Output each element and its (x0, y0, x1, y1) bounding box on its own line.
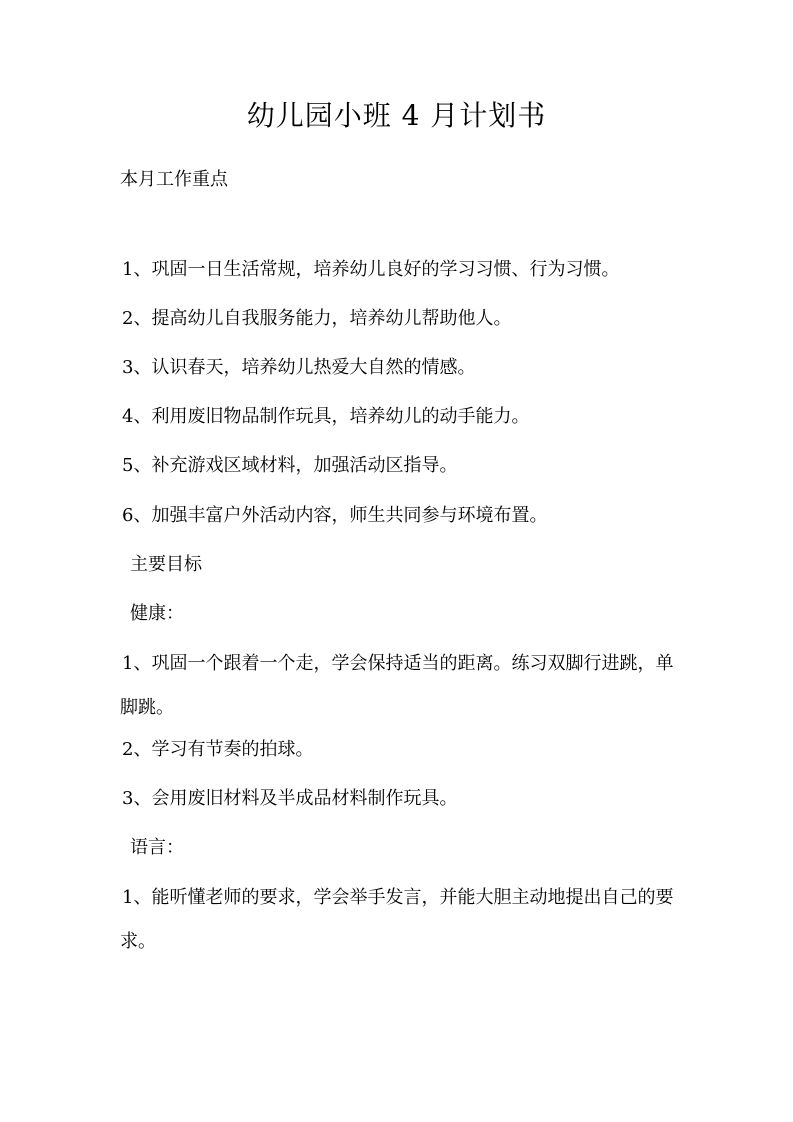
focus-item-3: 3、认识春天，培养幼儿热爱大自然的情感。 (122, 357, 476, 378)
subheading-language: 语言： (130, 837, 184, 858)
subheading-health: 健康： (130, 603, 184, 624)
section-heading-focus: 本月工作重点 (120, 169, 228, 190)
document-title: 幼儿园小班 4 月计划书 (246, 99, 547, 132)
health-item-1: 1、巩固一个跟着一个走，学会保持适当的距离。练习双脚行进跳，单脚跳。 (120, 653, 674, 718)
focus-item-6: 6、加强丰富户外活动内容，师生共同参与环境布置。 (122, 505, 548, 526)
focus-item-2: 2、提高幼儿自我服务能力，培养幼儿帮助他人。 (122, 308, 512, 329)
focus-item-1: 1、巩固一日生活常规，培养幼儿良好的学习习惯、行为习惯。 (122, 259, 620, 280)
health-item-3: 3、会用废旧材料及半成品材料制作玩具。 (122, 788, 458, 809)
focus-item-5: 5、补充游戏区域材料，加强活动区指导。 (122, 455, 458, 476)
language-item-1: 1、能听懂老师的要求，学会举手发言，并能大胆主动地提出自己的要求。 (120, 887, 674, 952)
focus-item-4: 4、利用废旧物品制作玩具，培养幼儿的动手能力。 (122, 406, 530, 427)
section-heading-goals: 主要目标 (130, 554, 202, 575)
health-item-2: 2、学习有节奏的拍球。 (122, 739, 314, 760)
